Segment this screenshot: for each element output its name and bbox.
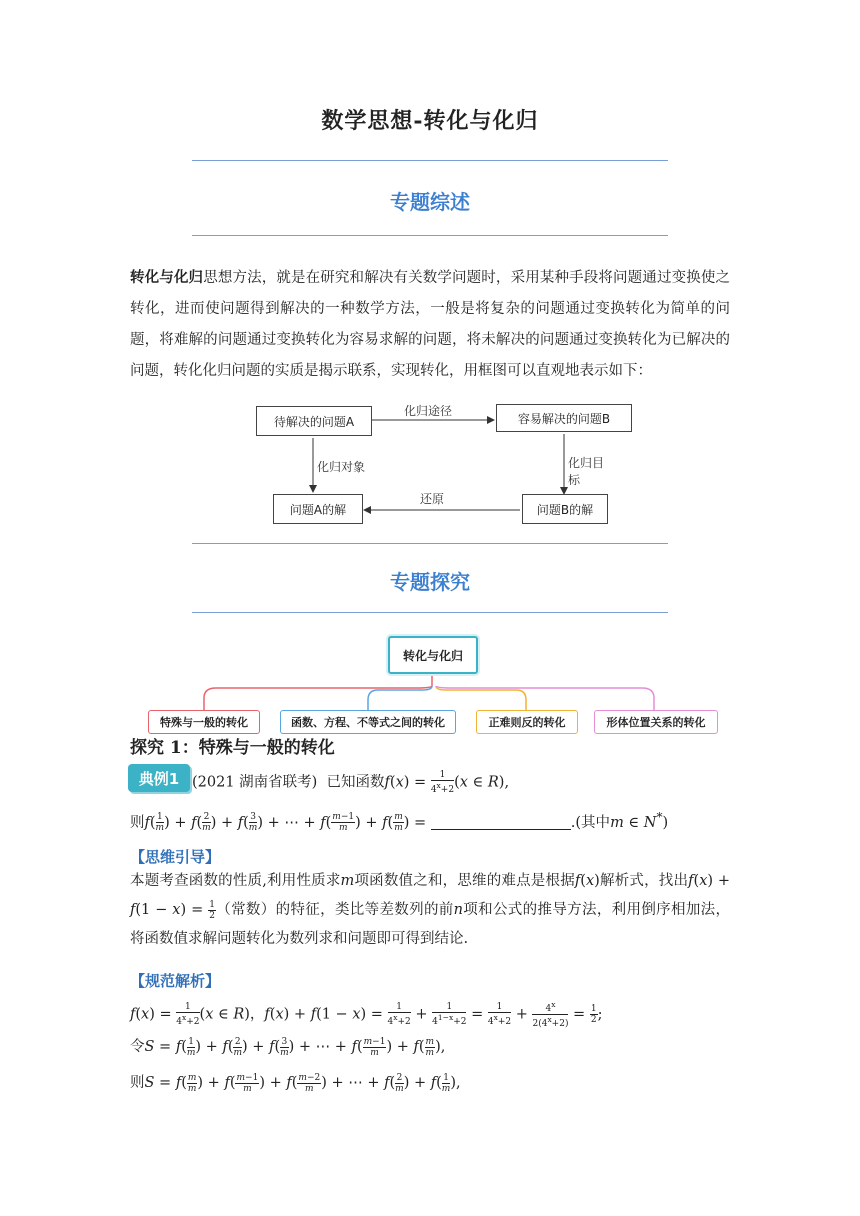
- label-path: 化归途径: [404, 404, 453, 418]
- question-suffix: .(其中: [570, 814, 611, 831]
- label-object: 化归对象: [317, 460, 366, 474]
- answer-blank: [431, 815, 571, 830]
- thinking-text-6: 加法，将函数值求解问题转化为数列求和问题即可得到结论.: [130, 902, 731, 947]
- solution-line-2: 令S = f( $\frac{1}{m}$ ) + f( $\frac{2}{m}$ ) + f( $\frac{3}{m}$ ) + ⋯ + f( $\frac{m-1}{m}$ ) + f( $\frac{m}{m}$ ),: [130, 1036, 446, 1058]
- thinking-paragraph: 本题考查函数的性质,利用性质求m项函数值之和，思维的难点是根据f(x)解析式，找出f(x) + f(1 − x) = $\frac{1}{2}$ （常数）的特征，类比等差数列的前n项和公式的推导方法，利用倒序相加法，将函数值求解问题转化为数列求和问题即可得到结论.: [130, 873, 731, 947]
- flow-box-problem-a: 待解决的问题A: [256, 406, 372, 436]
- mind-map-branch-function-equation: 函数、方程、不等式之间的转化: [280, 710, 456, 734]
- mind-map-branch-shape-position: 形体位置关系的转化: [594, 710, 718, 734]
- label-target: 化归目标: [568, 456, 605, 487]
- divider: [192, 235, 668, 236]
- example-statement: (2021 湖南省联考) 已知函数f(x) = $\frac{1}{4^x+2}$ (x ∈ R),: [192, 770, 510, 795]
- thinking-text-2: 项函数值之和，思维的难点是根据: [354, 873, 575, 889]
- section-heading-explore: 专题探究: [390, 570, 470, 594]
- question-prefix: 则: [130, 814, 145, 831]
- mind-map-root: 转化与化归: [388, 636, 478, 674]
- mind-map: [146, 634, 722, 738]
- divider: [192, 543, 668, 544]
- flow-box-solution-b: 问题B的解: [522, 494, 608, 524]
- let-prefix: 令: [130, 1039, 145, 1055]
- question-end: ): [662, 814, 669, 831]
- example-badge: 典例1: [128, 764, 190, 792]
- flow-box-solution-a: 问题A的解: [273, 494, 363, 524]
- divider: [192, 612, 668, 613]
- document-title: 数学思想-转化与化归: [321, 108, 539, 134]
- solution-heading: 【规范解析】: [130, 972, 221, 990]
- label-restore: 还原: [420, 492, 445, 506]
- flow-diagram: [254, 404, 614, 524]
- thinking-text-4: （常数）的特征，类比等差数列的前: [215, 902, 454, 918]
- flow-box-problem-b: 容易解决的问题B: [496, 404, 632, 432]
- solution-line-3: 则S = f( $\frac{m}{m}$ ) + f( $\frac{m-1}{m}$ ) + f( $\frac{m-2}{m}$ ) + ⋯ + f( $\frac{2}{m}$ ) + f( $\frac{1}{m}$ ),: [130, 1072, 461, 1094]
- explore-heading: 探究 1：特殊与一般的转化: [130, 738, 335, 758]
- thinking-text-1: 本题考查函数的性质,利用性质求: [130, 873, 341, 889]
- solution-line-1: f(x) = $\frac{1}{4^x+2}$ (x ∈ R)，f(x) + f(1 − x) = $\frac{1}{4^x+2}$ + $\frac{1}{4^{1-x}+2}$ = $\frac{1}{4^x+2}$ + $\frac{4^x}{2(4^x+2)}$ = $\frac{1}{2}$ ;: [130, 1000, 603, 1029]
- thinking-text-3: 解析式，找出: [599, 873, 689, 889]
- divider: [192, 160, 668, 161]
- thinking-heading: 【思维引导】: [130, 848, 221, 866]
- thinking-text-5: 项和公式的推导方法，利用倒序相: [462, 902, 686, 918]
- intro-bold-term: 转化与化归: [130, 269, 204, 286]
- section-heading-overview: 专题综述: [390, 190, 470, 214]
- intro-text: 思想方法，就是在研究和解决有关数学问题时，采用某种手段将问题通过变换使之转化，进而使问题得到解决的一种数学方法，一般是将复杂的问题通过变换转化为简单的问题，将难解的问题通过变换转化为容易求解的问题，将未解决的问题通过变换转化为已解决的问题，转化化归问题的实质是揭示联系，实现转化，用框图可以直观地表示如下：: [130, 270, 730, 379]
- example-source: (2021 湖南省联考): [192, 774, 318, 791]
- intro-paragraph: [130, 262, 730, 387]
- then-prefix: 则: [130, 1075, 145, 1091]
- example-question: 则f( $\frac{1}{m}$ ) + f( $\frac{2}{m}$ ) + f( $\frac{3}{m}$ ) + ⋯ + f( $\frac{m-1}{m}$ ) + f( $\frac{m}{m}$ ) = .(其中m ∈ N*): [130, 810, 669, 834]
- example-stem-prefix: 已知函数: [326, 774, 385, 791]
- mind-map-branch-reverse: 正难则反的转化: [476, 710, 578, 734]
- mind-map-branch-special-general: 特殊与一般的转化: [148, 710, 260, 734]
